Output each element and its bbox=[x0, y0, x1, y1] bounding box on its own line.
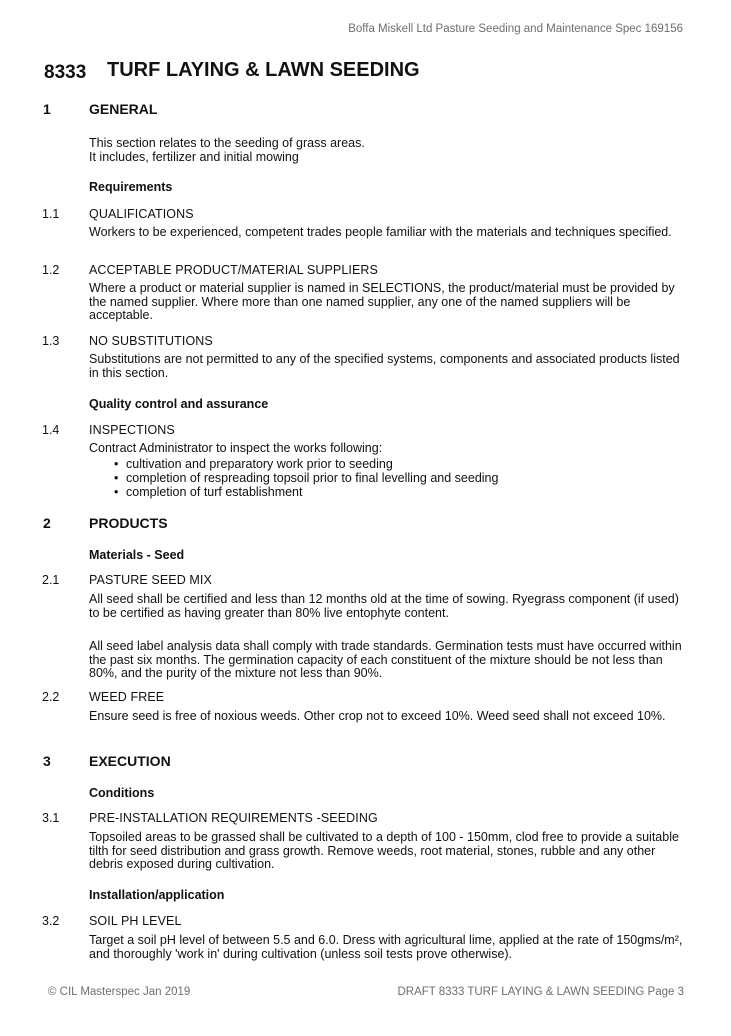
footer-page-info: DRAFT 8333 TURF LAYING & LAWN SEEDING Page 3 bbox=[397, 986, 684, 998]
clause-1-1-title: QUALIFICATIONS bbox=[89, 207, 194, 221]
section-1-title: GENERAL bbox=[89, 101, 158, 117]
materials-seed-heading: Materials - Seed bbox=[89, 548, 185, 562]
clause-1-4-number: 1.4 bbox=[42, 423, 60, 437]
list-item: • cultivation and preparatory work prior to seeding bbox=[112, 457, 498, 471]
clause-1-3-title: NO SUBSTITUTIONS bbox=[89, 334, 213, 348]
clause-3-1-title: PRE-INSTALLATION REQUIREMENTS -SEEDING bbox=[89, 811, 378, 825]
clause-2-1-number: 2.1 bbox=[42, 573, 60, 587]
intro-line-2: It includes, fertilizer and initial mowing bbox=[89, 149, 299, 164]
clause-3-2-text: Target a soil pH level of between 5.5 and 6.0. Dress with agricultural lime, applied at the rate of 150gms/m², and thoroughly 'work in' during cultivation (unless soil tests prove otherwise). bbox=[89, 933, 683, 961]
clause-1-4-title: INSPECTIONS bbox=[89, 423, 175, 437]
list-item: • completion of turf establishment bbox=[112, 485, 498, 499]
footer-copyright: © CIL Masterspec Jan 2019 bbox=[48, 986, 191, 998]
clause-2-1-text-1: All seed shall be certified and less than 12 months old at the time of sowing. Ryegrass component (if used) to be certified as having greater than 80% live entophyte content. bbox=[89, 592, 679, 620]
clause-3-1-text: Topsoiled areas to be grassed shall be cultivated to a depth of 100 - 150mm, clod free to provide a suitable tilth for seed distribution and grass growth. Remove weeds, root material, stones, rubble and any other debris exposed during cultivation. bbox=[89, 830, 679, 871]
inspection-list bbox=[112, 457, 498, 499]
installation-heading: Installation/application bbox=[89, 888, 225, 902]
section-3-title: EXECUTION bbox=[89, 753, 171, 769]
quality-control-heading: Quality control and assurance bbox=[89, 397, 269, 411]
section-1-number: 1 bbox=[43, 101, 51, 117]
clause-1-2-number: 1.2 bbox=[42, 263, 60, 277]
document-title: TURF LAYING & LAWN SEEDING bbox=[107, 59, 420, 81]
clause-3-2-number: 3.2 bbox=[42, 914, 60, 928]
clause-1-2-title: ACCEPTABLE PRODUCT/MATERIAL SUPPLIERS bbox=[89, 263, 378, 277]
list-item: • completion of respreading topsoil prior to final levelling and seeding bbox=[112, 471, 498, 485]
section-1-intro bbox=[89, 137, 689, 164]
clause-2-2-number: 2.2 bbox=[42, 690, 60, 704]
section-2-number: 2 bbox=[43, 515, 51, 531]
document-number: 8333 bbox=[44, 62, 87, 83]
clause-2-2-title: WEED FREE bbox=[89, 690, 165, 704]
clause-2-2-text: Ensure seed is free of noxious weeds. Other crop not to exceed 10%. Weed seed shall not exceed 10%. bbox=[89, 709, 666, 723]
clause-1-3-number: 1.3 bbox=[42, 334, 60, 348]
clause-3-2-title: SOIL PH LEVEL bbox=[89, 914, 182, 928]
clause-1-1-text: Workers to be experienced, competent trades people familiar with the materials and techniques specified. bbox=[89, 225, 672, 239]
clause-2-1-text-2: All seed label analysis data shall comply with trade standards. Germination tests must have occurred within the past six months. The germination capacity of each constituent of the mixture should be not less than 80%, and the purity of the mixture not less than 90%. bbox=[89, 639, 682, 680]
clause-1-4-text: Contract Administrator to inspect the works following: bbox=[89, 441, 383, 455]
clause-1-3-text: Substitutions are not permitted to any of the specified systems, components and associated products listed in this section. bbox=[89, 352, 680, 380]
clause-1-1-number: 1.1 bbox=[42, 207, 60, 221]
clause-2-1-title: PASTURE SEED MIX bbox=[89, 573, 212, 587]
clause-1-2-text: Where a product or material supplier is named in SELECTIONS, the product/material must be provided by the named supplier. Where more than one named supplier, any one of the named suppliers will be acceptable. bbox=[89, 281, 675, 322]
section-3-number: 3 bbox=[43, 753, 51, 769]
section-2-title: PRODUCTS bbox=[89, 515, 168, 531]
requirements-heading: Requirements bbox=[89, 180, 173, 194]
intro-line-1: This section relates to the seeding of grass areas. bbox=[89, 136, 365, 150]
clause-3-1-number: 3.1 bbox=[42, 811, 60, 825]
running-header: Boffa Miskell Ltd Pasture Seeding and Maintenance Spec 169156 bbox=[348, 23, 683, 35]
conditions-heading: Conditions bbox=[89, 786, 155, 800]
